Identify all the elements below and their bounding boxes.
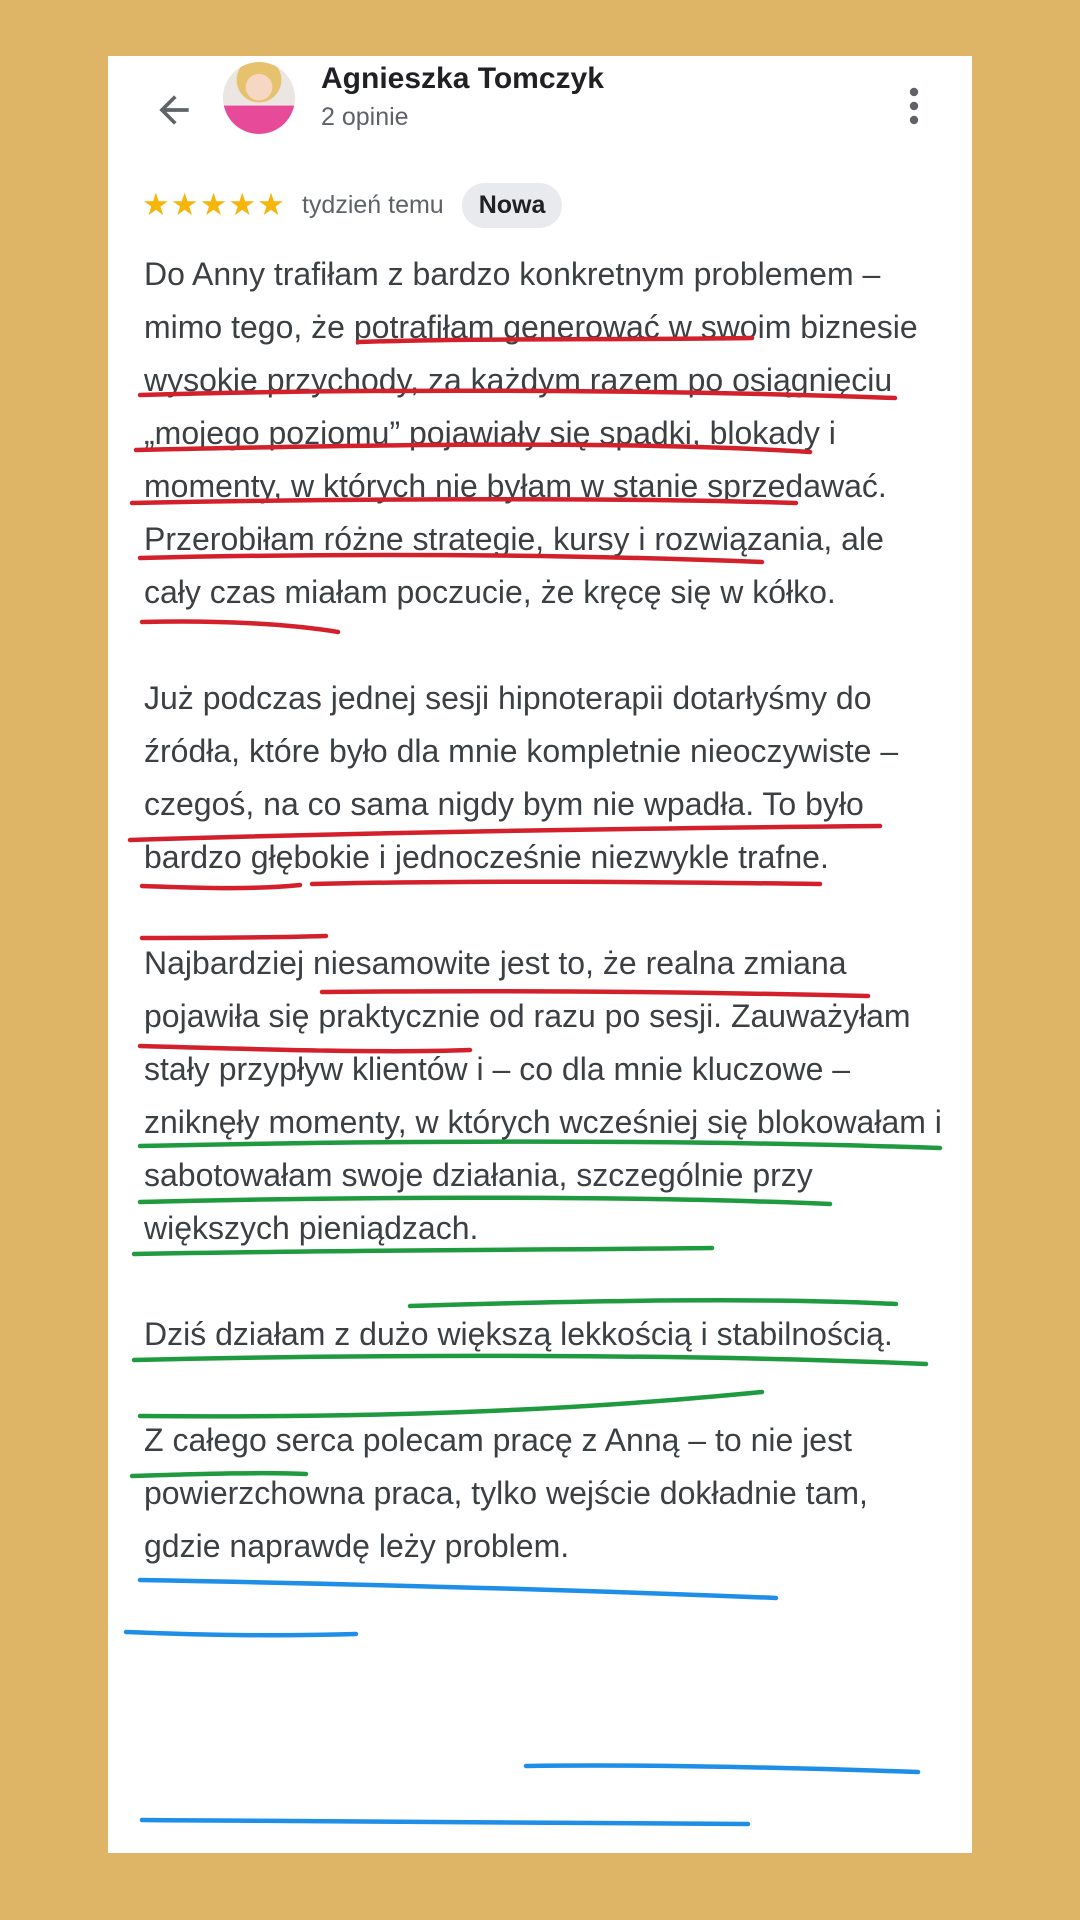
review-paragraph: Dziś działam z dużo większą lekkością i stabilnością. xyxy=(144,1316,893,1352)
review-paragraph: Do Anny trafiłam z bardzo konkretnym problemem – mimo tego, że potrafiłam generować w swoim biznesie wysokie przychody, za każdym razem po osiągnięciu „mojego poziomu” pojawiały się spadki, blokady i momenty, w których nie byłam w stanie sprzedawać. Przerobiłam różne strategie, kursy i rozwiązania, ale cały czas miałam poczucie, że kręcę się w kółko. xyxy=(144,256,918,610)
reviews-count: 2 opinie xyxy=(321,103,409,131)
review-paragraph: Z całego serca polecam pracę z Anną – to nie jest powierzchowna praca, tylko wejście dokładnie tam, gdzie naprawdę leży problem. xyxy=(144,1422,868,1564)
avatar[interactable] xyxy=(223,62,295,134)
new-badge: Nowa xyxy=(462,183,563,228)
back-button[interactable] xyxy=(142,78,206,142)
review-text xyxy=(144,248,944,1573)
review-meta xyxy=(142,182,562,228)
arrow-left-icon xyxy=(152,88,196,132)
star-rating: ★★★★★ xyxy=(142,187,286,222)
review-time: tydzień temu xyxy=(301,190,444,219)
review-paragraph: Już podczas jednej sesji hipnoterapii dotarłyśmy do źródła, które było dla mnie kompletnie nieoczywiste – czegoś, na co sama nigdy bym nie wpadła. To było bardzo głębokie i jednocześnie niezwykle trafne. xyxy=(144,680,899,875)
reviewer-name[interactable]: Agnieszka Tomczyk xyxy=(321,62,604,95)
more-options-button[interactable] xyxy=(892,78,936,134)
more-vertical-icon xyxy=(908,86,920,126)
review-card xyxy=(108,56,972,1853)
review-paragraph: Najbardziej niesamowite jest to, że realna zmiana pojawiła się praktycznie od razu po sesji. Zauważyłam stały przypływ klientów i – co dla mnie kluczowe – zniknęły momenty, w których wcześniej się blokowałam i sabotowałam swoje działania, szczególnie przy większych pieniądzach. xyxy=(144,945,942,1246)
